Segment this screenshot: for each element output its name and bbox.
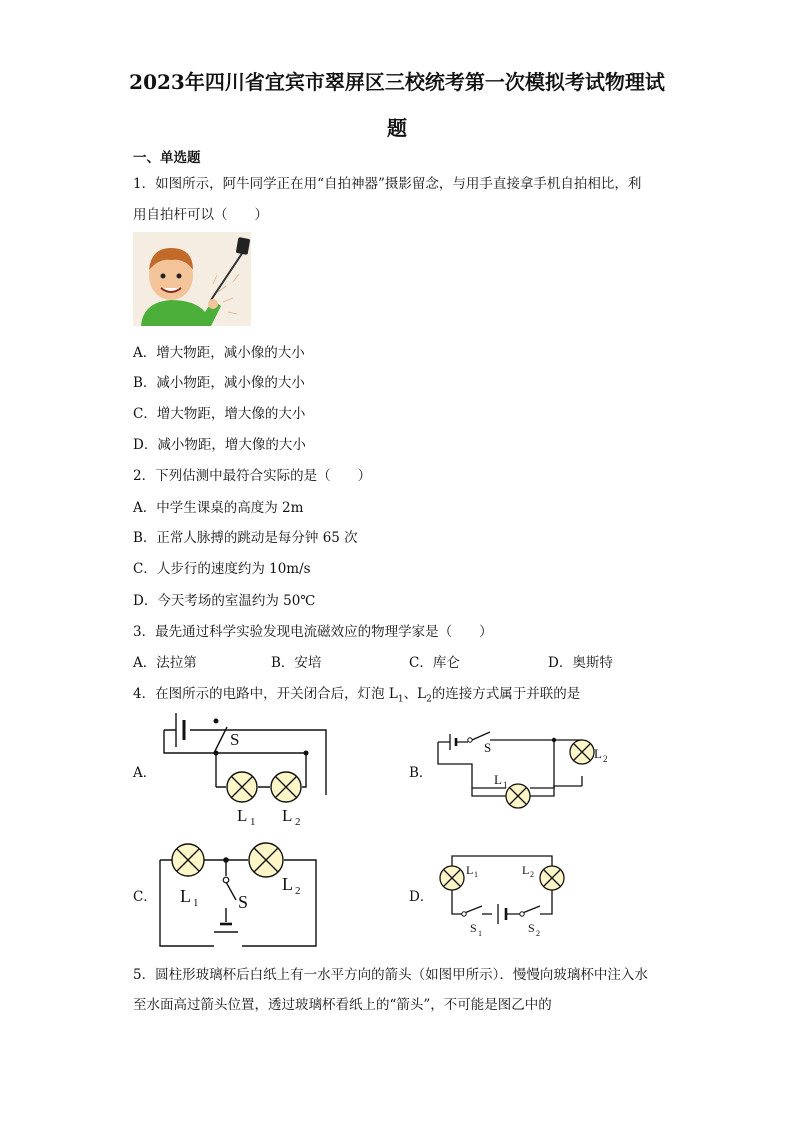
q5-stem-line1: 5．圆柱形玻璃杯后白纸上有一水平方向的箭头（如图甲所示）．慢慢向玻璃杯中注入水 (133, 967, 648, 983)
circuit-a-label-s: S (230, 730, 240, 749)
circuit-c-label-s: S (238, 892, 249, 912)
doc-title-line1: 2023年四川省宜宾市翠屏区三校统考第一次模拟考试物理试 (129, 70, 665, 94)
q3-stem: 3．最先通过科学实验发现电流磁效应的物理学家是（ ） (133, 624, 493, 640)
circuit-d-label-s2-sub: 2 (536, 929, 540, 938)
circuit-a-label-l2-sub: 2 (295, 816, 301, 828)
q4-stem-post: 的连接方式属于并联的是 (431, 686, 581, 702)
q4-stem (133, 682, 580, 705)
circuit-c-label-l2-sub: 2 (295, 885, 301, 897)
q1-stem-line2: 用自拍杆可以（ ） (133, 207, 268, 223)
q4-stem-mid: 、L (403, 686, 427, 702)
circuit-d-label-l1: L (466, 863, 474, 877)
circuit-c-label-l2: L (282, 874, 293, 894)
q4-option-d-letter: D． (409, 889, 434, 905)
circuit-c-label-l1-sub: 1 (193, 897, 199, 909)
q4-option-a-letter: A． (133, 765, 157, 781)
q1-option-d: D．减小物距，增大像的大小 (133, 437, 306, 453)
q3-option-a: A．法拉第 (133, 655, 197, 671)
circuit-d-label-s1: S (470, 921, 477, 935)
circuit-d-label-l2-sub: 2 (530, 870, 534, 879)
circuit-b-label-l2: L (594, 746, 602, 761)
q1-option-b: B．减小物距，减小像的大小 (133, 375, 305, 391)
circuit-b-diagram (438, 728, 608, 810)
q2-option-b: B．正常人脉搏的跳动是每分钟 65 次 (133, 530, 358, 546)
circuit-a-label-l1: L (237, 806, 248, 825)
q1-option-a: A．增大物距，减小像的大小 (133, 345, 305, 361)
q3-option-b: B．安培 (271, 655, 322, 671)
circuit-a-diagram (150, 705, 335, 830)
q4-stem-pre: 4．在图所示的电路中，开关闭合后，灯泡 L (133, 686, 398, 702)
q3-option-c: C．库仑 (409, 655, 460, 671)
circuit-b-label-l1-sub: 1 (503, 780, 508, 790)
q1-stem-line1: 1．如图所示，阿牛同学正在用“自拍神器”摄影留念，与用手直接拿手机自拍相比，利 (133, 176, 642, 192)
circuit-b-label-l2-sub: 2 (603, 754, 608, 764)
q4-option-c-letter: C． (133, 889, 157, 905)
q1-selfie-illustration (133, 232, 251, 326)
circuit-d-label-s2: S (528, 921, 535, 935)
circuit-c-label-l1: L (180, 886, 191, 906)
q4-option-b-letter: B． (409, 765, 433, 781)
q4-stem-sub1: 1 (397, 694, 404, 705)
q2-option-c: C．人步行的速度约为 10m/s (133, 561, 311, 577)
circuit-d-label-l1-sub: 1 (474, 870, 478, 879)
doc-title-line2: 题 (387, 116, 407, 140)
q2-option-a: A．中学生课桌的高度为 2m (133, 500, 304, 516)
circuit-c-diagram (158, 838, 320, 950)
circuit-b-label-s: S (484, 740, 492, 755)
circuit-d-diagram (436, 852, 572, 938)
q5-stem-line2: 至水面高过箭头位置，透过玻璃杯看纸上的“箭头”，不可能是图乙中的 (133, 997, 552, 1013)
circuit-a-label-l1-sub: 1 (250, 816, 256, 828)
circuit-b-label-l1: L (494, 772, 502, 787)
q2-option-d: D．今天考场的室温约为 50℃ (133, 593, 316, 609)
q1-option-c: C．增大物距，增大像的大小 (133, 406, 306, 422)
section-heading: 一、单选题 (133, 150, 201, 166)
q3-option-d: D．奥斯特 (548, 655, 613, 671)
circuit-a-label-l2: L (282, 806, 293, 825)
circuit-d-label-s1-sub: 1 (478, 929, 482, 938)
q2-stem: 2．下列估测中最符合实际的是（ ） (133, 468, 372, 484)
circuit-d-label-l2: L (522, 863, 530, 877)
q4-stem-sub2: 2 (426, 694, 432, 705)
